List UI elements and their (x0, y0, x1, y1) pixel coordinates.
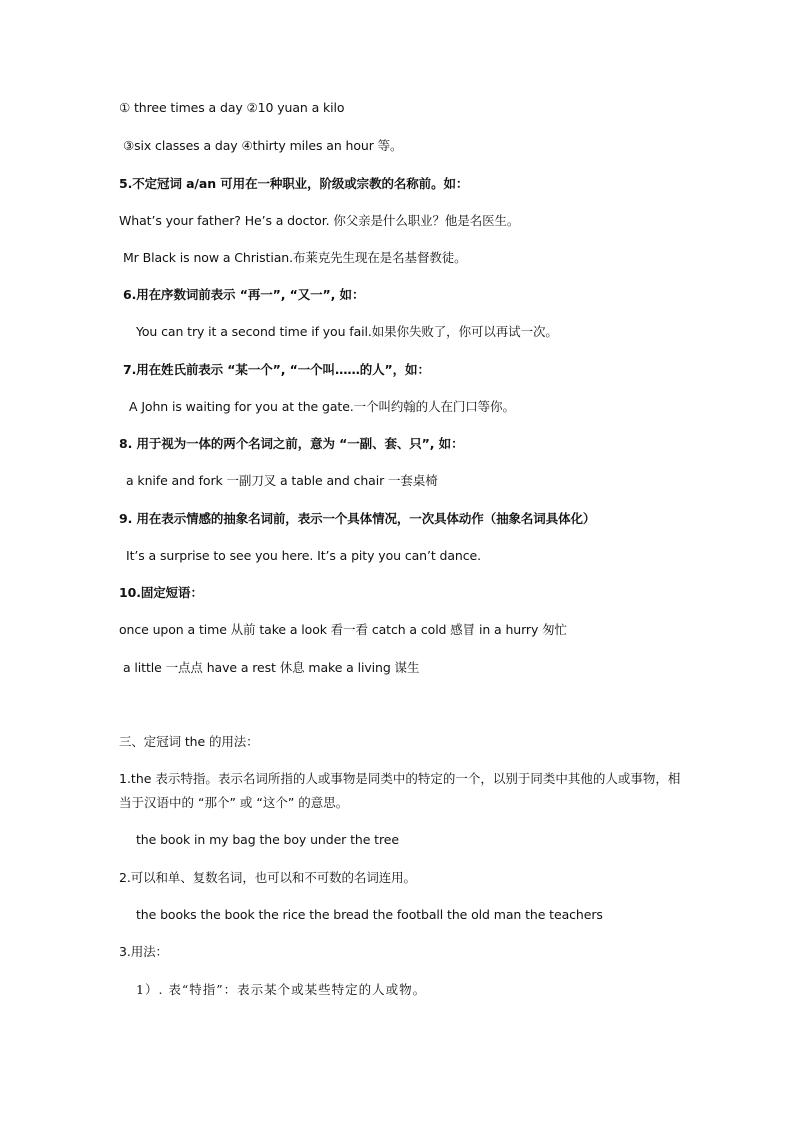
section-heading-9: 9. 用在表示情感的抽象名词前，表示一个具体情况，一次具体动作（抽象名词具体化） (119, 511, 596, 526)
example-sentence-christian: Mr Black is now a Christian.布莱克先生现在是名基督教徒。 (123, 250, 467, 265)
phrase-line-1: once upon a time 从前 take a look 看一看 catch a cold 感冒 in a hurry 匆忙 (119, 622, 567, 637)
part-three-heading: 三、定冠词 the 的用法： (119, 734, 259, 749)
definite-article-rule-1: 1.the 表示特指。表示名词所指的人或事物是同类中的特定的一个，以别于同类中其他的人或事物，相当于汉语中的 “那个” 或 “这个” 的意思。 (119, 771, 681, 810)
section-heading-6: 6.用在序数词前表示 “再一”, “又一”, 如： (123, 287, 365, 302)
example-sentence-second-time: You can try it a second time if you fail.如果你失败了，你可以再试一次。 (136, 324, 558, 339)
example-line-the-nouns: the books the book the rice the bread the football the old man the teachers (136, 907, 603, 922)
example-line-2: ③six classes a day ④thirty miles an hour 等。 (123, 138, 403, 153)
phrase-line-2: a little 一点点 have a rest 休息 make a living 谋生 (123, 660, 420, 675)
example-line-surprise: It’s a surprise to see you here. It’s a pity you can’t dance. (126, 548, 481, 563)
usage-item-1: 1）. 表“特指”：表示某个或某些特定的人或物。 (136, 982, 427, 997)
example-line-knife-fork: a knife and fork 一副刀叉 a table and chair 一套桌椅 (126, 473, 438, 488)
section-heading-8: 8. 用于视为一体的两个名词之前，意为 “一副、套、只”, 如： (119, 436, 464, 451)
example-sentence-doctor: What’s your father? He’s a doctor. 你父亲是什么职业？他是名医生。 (119, 213, 520, 228)
example-line-book-bag: the book in my bag the boy under the tree (136, 832, 399, 847)
example-sentence-john: A John is waiting for you at the gate.一个叫约翰的人在门口等你。 (129, 399, 515, 414)
section-heading-7: 7.用在姓氏前表示 “某一个”, “一个叫……的人”，如： (123, 362, 430, 377)
example-line-1: ① three times a day ②10 yuan a kilo (119, 100, 345, 115)
section-heading-10: 10.固定短语： (119, 585, 203, 600)
usage-heading: 3.用法： (119, 944, 168, 959)
definite-article-rule-2: 2.可以和单、复数名词，也可以和不可数的名词连用。 (119, 870, 416, 885)
section-heading-5: 5.不定冠词 a/an 可用在一种职业，阶级或宗教的名称前。如： (119, 176, 469, 191)
